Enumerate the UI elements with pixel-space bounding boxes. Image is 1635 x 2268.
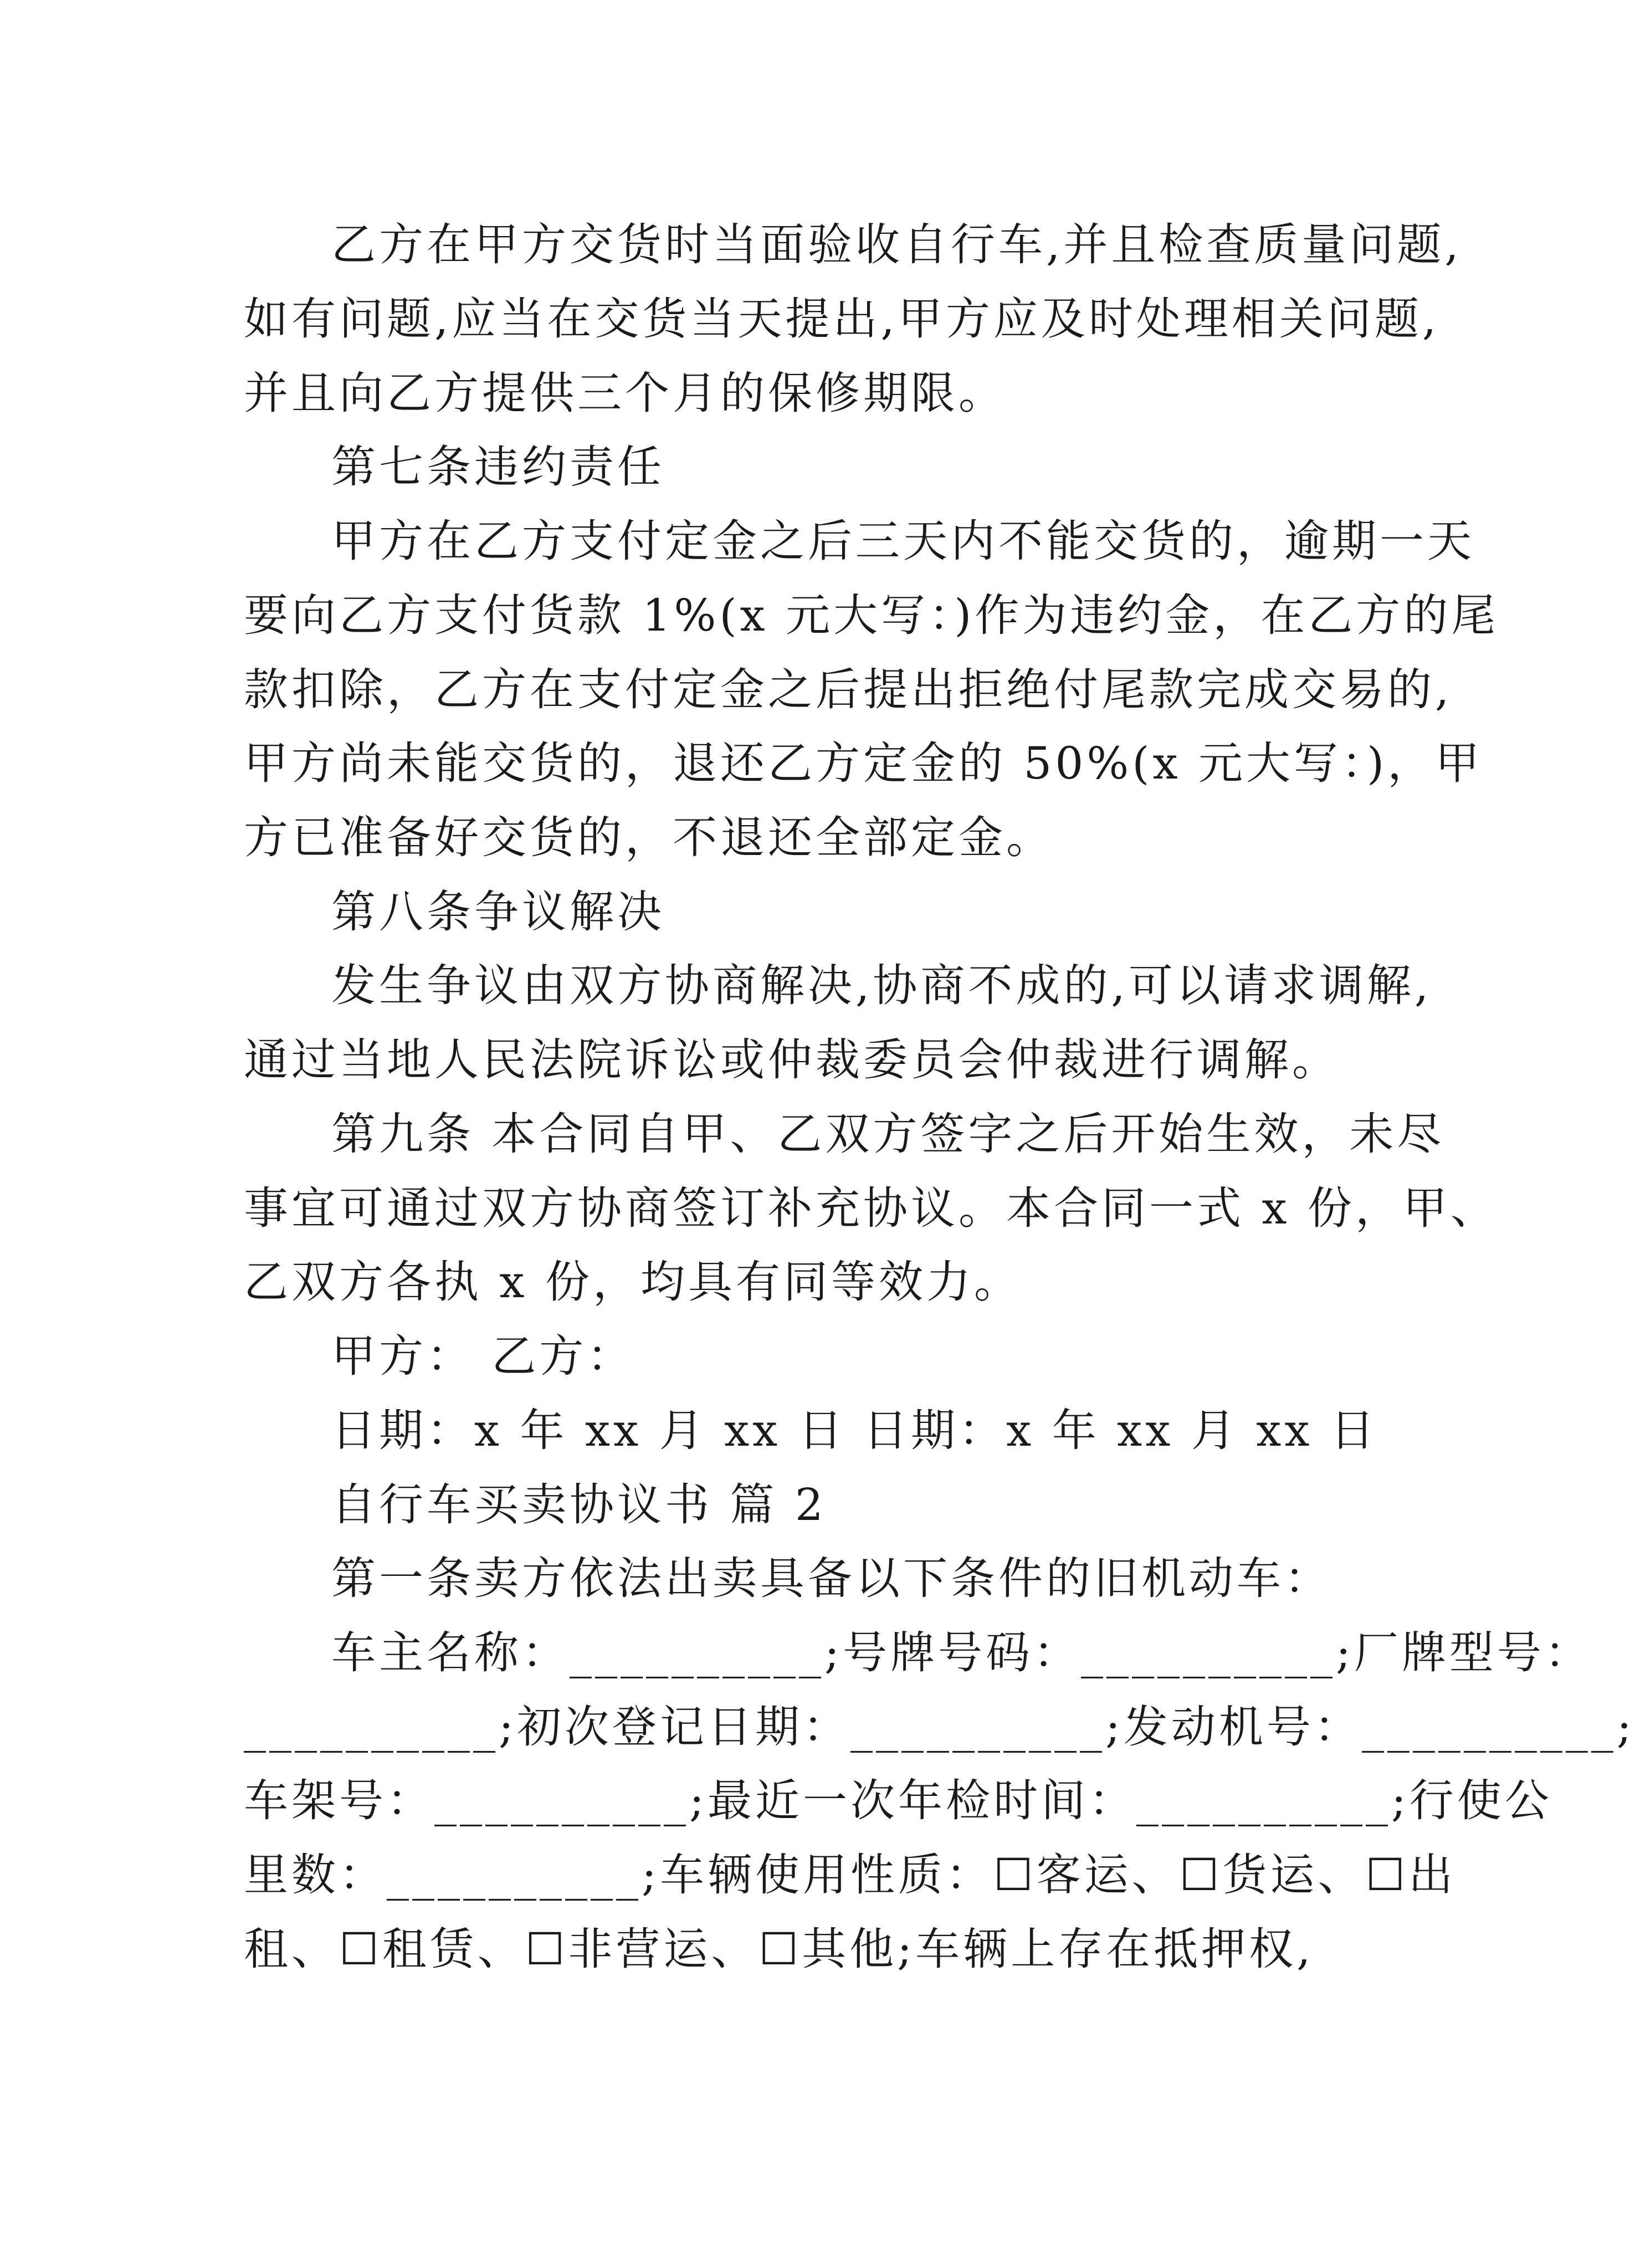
text-line: 第九条 本合同自甲、乙双方签字之后开始生效，未尽 (331, 1108, 1445, 1160)
text-line: 款扣除，乙方在支付定金之后提出拒绝付尾款完成交易的, (244, 664, 1453, 715)
signature-line: 甲方： 乙方： (331, 1330, 635, 1382)
text-line: 里数：__________;车辆使用性质：☐客运、☐货运、☐出 (244, 1849, 1457, 1901)
text-line: 车架号：__________;最近一次年检时间：__________;行使公 (244, 1775, 1552, 1826)
date-line: 日期：x 年 xx 月 xx 日 日期：x 年 xx 月 xx 日 (331, 1405, 1378, 1456)
text-line: 要向乙方支付货款 1%(x 元大写：)作为违约金，在乙方的尾 (244, 590, 1499, 641)
text-line: 方已准备好交货的，不退还全部定金。 (244, 812, 1054, 863)
section-heading: 第七条违约责任 (331, 441, 665, 493)
text-line: 通过当地人民法院诉讼或仲裁委员会仲裁进行调解。 (244, 1034, 1340, 1086)
document-title: 自行车买卖协议书 篇 2 (331, 1479, 827, 1530)
text-line: 乙双方各执 x 份，均具有同等效力。 (244, 1256, 1022, 1308)
text-line: 如有问题,应当在交货当天提出,甲方应及时处理相关问题, (244, 293, 1440, 345)
text-line: 乙方在甲方交货时当面验收自行车,并且检查质量问题, (331, 219, 1462, 270)
text-line: 发生争议由双方协商解决,协商不成的,可以请求调解, (331, 960, 1432, 1011)
text-line: 车主名称：__________;号牌号码：__________;厂牌型号： (331, 1627, 1592, 1678)
section-heading: 第八条争议解决 (331, 886, 665, 938)
text-line: __________;初次登记日期：__________;发动机号：__________; (244, 1701, 1635, 1753)
text-line: 甲方在乙方支付定金之后三天内不能交货的，逾期一天 (331, 515, 1475, 567)
text-line: 事宜可通过双方协商签订补充协议。本合同一式 x 份，甲、 (244, 1182, 1498, 1234)
text-line: 第一条卖方依法出卖具备以下条件的旧机动车： (331, 1553, 1332, 1604)
text-line: 并且向乙方提供三个月的保修期限。 (244, 367, 1006, 419)
text-line: 甲方尚未能交货的，退还乙方定金的 50%(x 元大写：)，甲 (244, 738, 1483, 789)
text-line: 租、☐租赁、☐非营运、☐其他;车辆上存在抵押权, (244, 1923, 1314, 1975)
